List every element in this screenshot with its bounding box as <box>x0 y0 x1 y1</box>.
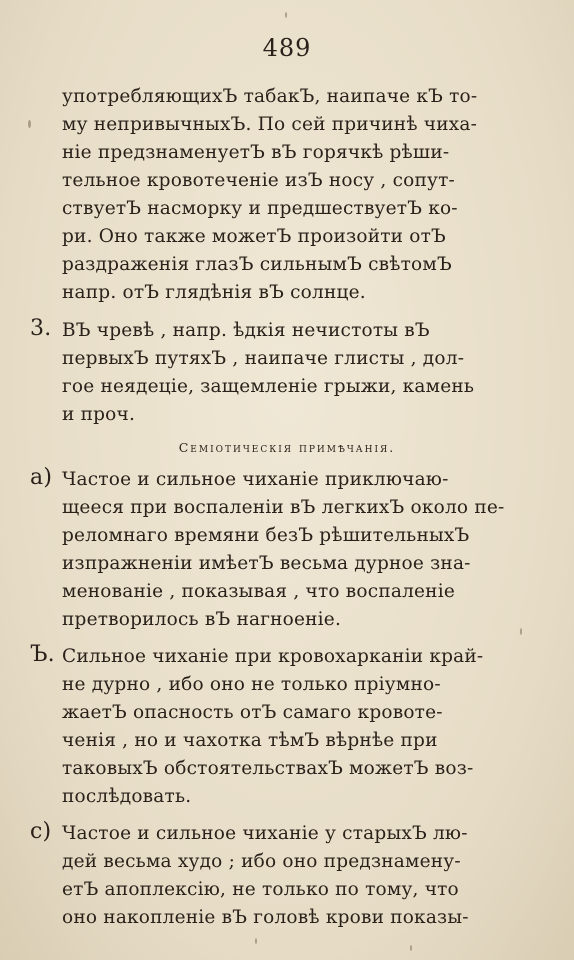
page-number: 489 <box>262 34 312 62</box>
text-line: Частое и сильное чиханіе у старыхЪ лю- <box>62 823 468 844</box>
paper-speck <box>285 12 287 18</box>
text-line: Сильное чиханіе при кровохарканіи край- <box>62 646 484 667</box>
text-line: раздраженія глазЪ сильнымЪ свѣтомЪ <box>62 254 452 275</box>
text-line: и проч. <box>62 404 136 425</box>
text-line: етЪ апоплексію, не только по тому, что <box>62 879 459 900</box>
text-line: менованіе , показывая , что воспаленіе <box>62 581 455 602</box>
item-marker: a) <box>30 465 53 490</box>
paper-speck <box>520 628 522 635</box>
text-line: не дурно , ибо оно не только пріумно- <box>62 674 441 695</box>
text-line: послѣдовать. <box>62 786 192 807</box>
item-marker: c) <box>30 819 52 844</box>
text-line: ВЪ чревѣ , напр. ѣдкія нечистоты вЪ <box>62 320 430 341</box>
text-line: напр. отЪ глядѣнія вЪ солнце. <box>62 282 366 303</box>
item-marker: 3. <box>30 316 52 341</box>
item-marker: Ъ. <box>30 642 55 667</box>
paper-speck <box>255 938 257 944</box>
text-line: оно накопленіе вЪ головѣ крови показы- <box>62 907 469 928</box>
text-line: употребляющихЪ табакЪ, наипаче кЪ то- <box>62 86 478 107</box>
text-line: Частое и сильное чиханіе приключаю- <box>62 469 449 490</box>
text-line: гое неядеціе, защемленіе грыжи, камень <box>62 376 475 397</box>
paper-speck <box>410 945 412 951</box>
text-line: претворилось вЪ нагноеніе. <box>62 609 342 630</box>
text-line: таковыхЪ обстоятельствахЪ можетЪ воз- <box>62 758 474 779</box>
section-heading: Семіотическія примѣчанія. <box>178 440 396 455</box>
text-line: ченія , но и чахотка тѣмЪ вѣрнѣе при <box>62 730 438 751</box>
text-line: ствуетЪ насморку и предшествуетЪ ко- <box>62 198 458 219</box>
text-line: ри. Оно также можетЪ произойти отЪ <box>62 226 446 247</box>
text-line: дей весьма худо ; ибо оно предзнамену- <box>62 851 461 872</box>
text-line: жаетЪ опасность отЪ самаго кровоте- <box>62 702 443 723</box>
text-line: изпражненіи имѣетЪ весьма дурное зна- <box>62 553 471 574</box>
paper-speck <box>28 120 31 128</box>
text-line: реломнаго времяни безЪ рѣшительныхЪ <box>62 525 470 546</box>
text-line: щееся при воспаленіи вЪ легкихЪ около пе- <box>62 497 505 518</box>
text-line: му непривычныхЪ. По сей причинѣ чиха- <box>62 114 478 135</box>
text-line: ніе предзнаменуетЪ вЪ горячкѣ рѣши- <box>62 142 450 163</box>
text-line: первыхЪ путяхЪ , наипаче глисты , дол- <box>62 348 465 369</box>
text-line: тельное кровотеченіе изЪ носу , сопут- <box>62 170 455 191</box>
